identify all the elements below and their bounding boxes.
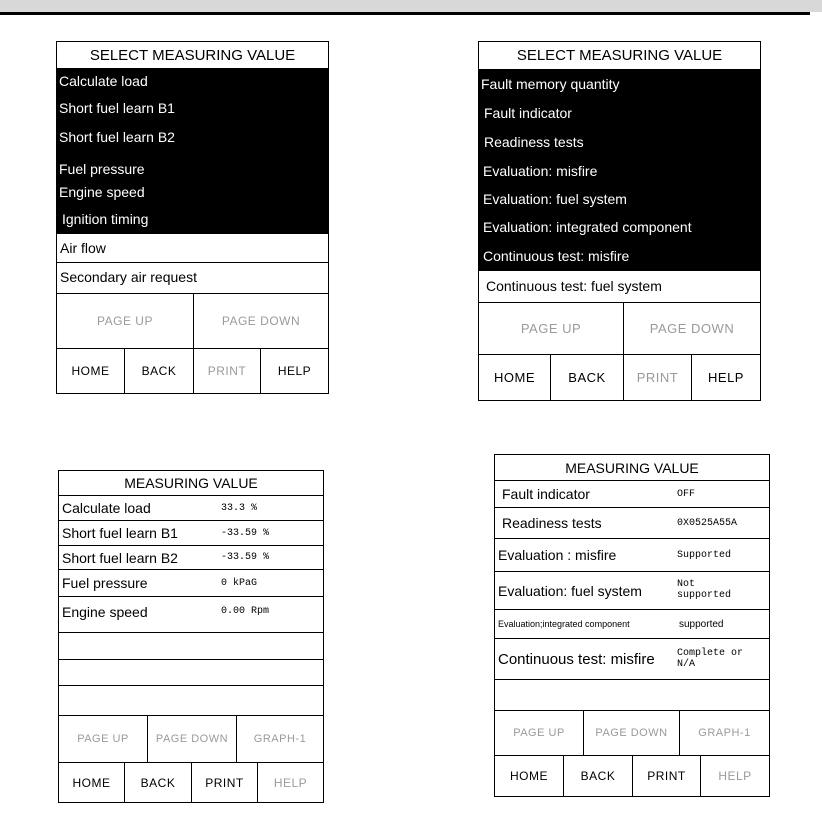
graph-button[interactable]: GRAPH-1 [679,711,769,755]
panel-title: SELECT MEASURING VALUE [57,42,328,69]
nav-row [57,293,328,348]
list-item[interactable]: Evaluation: integrated component [479,213,760,242]
home-button[interactable]: HOME [72,775,111,790]
print-button[interactable]: PRINT [191,763,257,802]
row-label: Readiness tests [502,515,602,531]
measuring-panel-4 [494,454,770,797]
measuring-panel-3 [58,470,324,803]
table-row [59,633,323,660]
row-label: Fuel pressure [62,575,148,591]
table-row [59,546,323,570]
list-item[interactable]: Secondary air request [57,263,328,291]
row-value: OFF [677,489,696,500]
list-item[interactable]: Readiness tests [479,127,760,157]
row-label: Continuous test: misfire [498,651,655,668]
row-value: supported [679,619,724,630]
page-up-button[interactable]: PAGE UP [513,727,565,739]
select-panel-1 [56,41,329,394]
list-item[interactable]: Ignition timing [57,205,328,234]
graph-button[interactable]: GRAPH-1 [236,716,323,762]
page-up-button[interactable]: PAGE UP [520,321,582,336]
table-row [59,686,323,714]
row-value: Not supported [677,579,732,601]
row-label: Fault indicator [502,486,590,502]
row-label: Engine speed [62,604,148,620]
action-row [59,762,323,802]
row-value: Complete or N/A [677,648,744,670]
panel-title: MEASURING VALUE [495,455,769,481]
row-value: 0 kPaG [221,578,258,589]
table-row [495,610,769,639]
help-button[interactable]: HELP [691,355,760,400]
table-row [59,570,323,597]
panel-title: SELECT MEASURING VALUE [479,42,760,70]
help-button[interactable]: HELP [257,763,323,802]
help-button[interactable]: HELP [700,756,769,796]
page-up-button[interactable]: PAGE UP [97,314,153,328]
list-item[interactable]: Engine speed [57,180,328,205]
list-item[interactable]: Fault indicator [479,99,760,127]
table-row [59,660,323,686]
header-bar [0,0,822,12]
row-value: 33.3 % [221,503,258,514]
home-button[interactable]: HOME [71,364,110,378]
row-value: Supported [677,550,732,561]
page-down-button[interactable]: PAGE DOWN [623,303,760,354]
header-rule [0,12,810,15]
list-item[interactable]: Evaluation: fuel system [479,185,760,213]
list-item[interactable]: Short fuel learn B2 [57,122,328,152]
row-label: Short fuel learn B2 [62,550,178,566]
back-button[interactable]: BACK [124,349,193,393]
print-button[interactable]: PRINT [623,355,691,400]
print-button[interactable]: PRINT [632,756,700,796]
table-row [495,680,769,709]
nav-row [59,715,323,762]
row-label: Calculate load [62,500,151,516]
table-row [495,508,769,539]
select-panel-2 [478,41,761,401]
action-row [495,755,769,796]
table-row [495,639,769,680]
action-row [479,354,760,400]
back-button[interactable]: BACK [124,763,191,802]
list-item[interactable]: Fault memory quantity [479,70,760,99]
table-row [495,539,769,572]
row-label: Short fuel learn B1 [62,525,178,541]
list-item[interactable]: Calculate load [57,69,328,94]
row-label: Evaluation : misfire [498,547,617,563]
row-value: -33.59 % [221,528,270,539]
row-label: Evaluation: fuel system [498,583,642,599]
page-down-button[interactable]: PAGE DOWN [193,294,328,348]
page-up-button[interactable]: PAGE UP [77,733,129,745]
list-item[interactable]: Fuel pressure [57,152,328,180]
table-row [59,521,323,546]
nav-row [479,302,760,354]
list-item[interactable]: Continuous test: fuel system [479,271,760,301]
table-row [495,481,769,508]
home-button[interactable]: HOME [510,769,548,783]
row-label: Evaluation;integrated component [498,619,630,629]
list-item[interactable]: Short fuel learn B1 [57,94,328,122]
table-row [495,572,769,610]
list-item[interactable]: Continuous test: misfire [479,242,760,271]
panel-title: MEASURING VALUE [59,471,323,496]
row-value: -33.59 % [221,552,270,563]
help-button[interactable]: HELP [260,349,328,393]
row-value: 0.00 Rpm [221,606,270,617]
list-item[interactable]: Evaluation: misfire [479,157,760,185]
print-button[interactable]: PRINT [193,349,260,393]
back-button[interactable]: BACK [550,355,623,400]
nav-row [495,710,769,755]
action-row [57,348,328,393]
table-row [59,496,323,521]
list-item[interactable]: Air flow [57,234,328,263]
back-button[interactable]: BACK [563,756,632,796]
row-value: 0X0525A55A [677,518,738,529]
home-button[interactable]: HOME [494,370,535,385]
page-down-button[interactable]: PAGE DOWN [147,716,236,762]
page-down-button[interactable]: PAGE DOWN [583,711,679,755]
table-row [59,597,323,633]
